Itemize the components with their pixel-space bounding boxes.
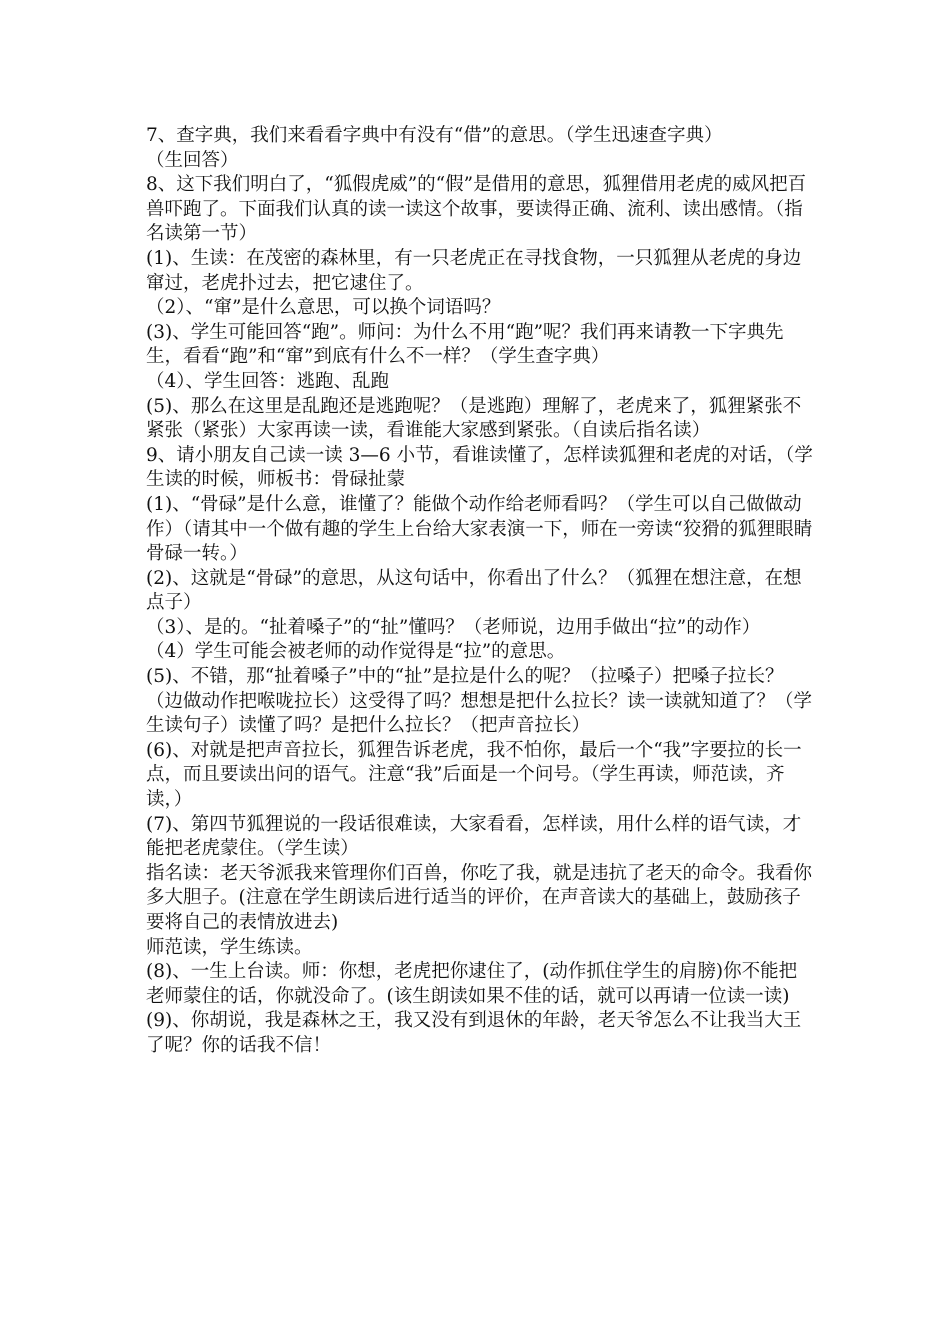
- paragraph-named-reading: 指名读：老天爷派我来管理你们百兽，你吃了我，就是违抗了老天的命令。我看你多大胆子。(注意在学生朗读后进行适当的评价，在声音读大的基础上，鼓励孩子要将自己的表情放进去): [146, 862, 813, 933]
- paragraph-step-9: 9、请小朋友自己读一读 3—6 小节，看谁读懂了，怎样读狐狸和老虎的对话，（学生读的时候，师板书：骨碌扯蒙: [146, 444, 813, 491]
- paragraph-9-1: (1)、“骨碌”是什么意，谁懂了？能做个动作给老师看吗？（学生可以自己做做动作）（请其中一个做有趣的学生上台给大家表演一下，师在一旁读“狡猾的狐狸眼睛骨碌一转。）: [146, 493, 813, 565]
- paragraph-9-9: (9)、你胡说，我是森林之王，我又没有到退休的年龄，老天爷怎么不让我当大王了呢？你的话我不信！: [146, 1010, 802, 1056]
- paragraph-9-5: (5)、不错，那“扯着嗓子”中的“扯”是拉是什么的呢？（拉嗓子）把嗓子拉长？（边做动作把喉咙拉长）这受得了吗？想想是把什么拉长？读一读就知道了？（学生读句子）读懂了吗？是把什么拉长？（把声音拉长）: [146, 666, 813, 737]
- paragraph-8-3: (3)、学生可能回答“跑”。师问：为什么不用“跑”呢？我们再来请教一下字典先生，看看“跑”和“窜”到底有什么不一样？（学生查字典）: [146, 321, 784, 368]
- paragraph-9-2: (2)、这就是“骨碌”的意思，从这句话中，你看出了什么？（狐狸在想注意，在想点子）: [146, 567, 802, 614]
- paragraph-8-4: （4）、学生回答：逃跑、乱跑: [146, 370, 390, 392]
- paragraph-9-3: （3）、是的。“扯着嗓子”的“扯”懂吗？（老师说，边用手做出“拉”的动作）: [146, 616, 761, 638]
- document-body: [146, 124, 814, 1059]
- paragraph-9-8: (8)、一生上台读。师：你想，老虎把你逮住了，(动作抓住学生的肩膀)你不能把老师蒙住的话，你就没命了。(该生朗读如果不佳的话，就可以再请一位读一读): [146, 961, 798, 1007]
- paragraph-step-8: 8、这下我们明白了，“狐假虎威”的“假”是借用的意思，狐狸借用老虎的威风把百兽吓跑了。下面我们认真的读一读这个故事，要读得正确、流利、读出感情。（指名读第一节）: [146, 174, 807, 245]
- paragraph-teacher-model-reading: 师范读，学生练读。: [146, 936, 313, 958]
- paragraph-9-6: (6)、对就是把声音拉长，狐狸告诉老虎，我不怕你，最后一个“我”字要拉的长一点，而且要读出问的语气。注意“我”后面是一个问号。（学生再读，师范读，齐读，）: [146, 739, 802, 811]
- paragraph-8-5: (5)、那么在这里是乱跑还是逃跑呢？（是逃跑）理解了，老虎来了，狐狸紧张不紧张（紧张）大家再读一读，看谁能大家感到紧张。（自读后指名读）: [146, 395, 802, 442]
- paragraph-8-1: (1)、生读：在茂密的森林里，有一只老虎正在寻找食物，一只狐狸从老虎的身边窜过，老虎扑过去，把它逮住了。: [146, 247, 802, 294]
- paragraph-8-2: （2）、“窜”是什么意思，可以换个词语吗？: [146, 297, 501, 319]
- paragraph-student-answer: （生回答）: [146, 149, 239, 171]
- paragraph-step-7: 7、查字典，我们来看看字典中有没有“借”的意思。（学生迅速查字典）: [146, 125, 723, 146]
- paragraph-9-7: (7)、第四节狐狸说的一段话很难读，大家看看，怎样读，用什么样的语气读，才能把老虎蒙住。（学生读）: [146, 813, 802, 860]
- paragraph-9-4: （4）学生可能会被老师的动作觉得是“拉”的意思。: [146, 641, 566, 663]
